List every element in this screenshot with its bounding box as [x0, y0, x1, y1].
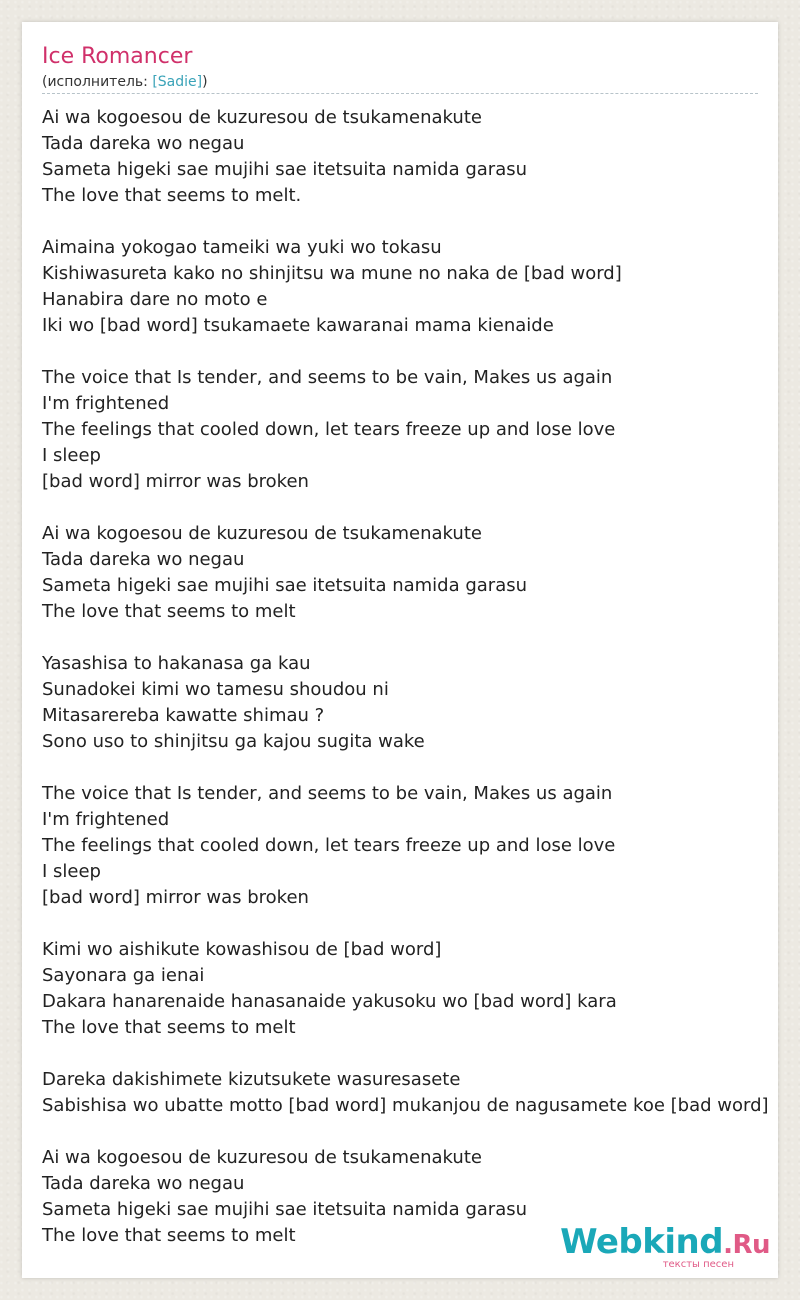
song-title: Ice Romancer	[42, 44, 193, 69]
lyric-line: Sunadokei kimi wo tamesu shoudou ni	[42, 679, 389, 700]
lyric-line: Iki wo [bad word] tsukamaete kawaranai mama kienaide	[42, 315, 554, 336]
lyric-line: The love that seems to melt	[42, 1225, 296, 1246]
lyric-line: Dakara hanarenaide hanasanaide yakusoku wo [bad word] kara	[42, 991, 617, 1012]
lyric-line: Tada dareka wo negau	[42, 549, 245, 570]
lyric-line: The love that seems to melt.	[42, 185, 302, 206]
lyric-line: Sabishisa wo ubatte motto [bad word] mukanjou de nagusamete koe [bad word]	[42, 1095, 769, 1116]
lyric-line: I sleep	[42, 861, 101, 882]
lyric-line: [bad word] mirror was broken	[42, 887, 309, 908]
lyric-line: Sameta higeki sae mujihi sae itetsuita namida garasu	[42, 159, 528, 180]
lyric-line: Aimaina yokogao tameiki wa yuki wo tokasu	[42, 237, 442, 258]
lyric-line: Tada dareka wo negau	[42, 1173, 245, 1194]
lyric-line: Mitasarereba kawatte shimau ?	[42, 705, 325, 726]
lyric-line: The love that seems to melt	[42, 601, 296, 622]
lyric-line: The feelings that cooled down, let tears freeze up and lose love	[42, 419, 616, 440]
lyric-line: Hanabira dare no moto e	[42, 289, 268, 310]
site-logo[interactable]	[560, 1224, 770, 1270]
lyric-line: The love that seems to melt	[42, 1017, 296, 1038]
lyric-line: I sleep	[42, 445, 101, 466]
artist-suffix: )	[202, 74, 208, 90]
lyric-line: Dareka dakishimete kizutsukete wasuresasete	[42, 1069, 461, 1090]
lyrics-stanza	[42, 1067, 769, 1119]
lyric-line: Ai wa kogoesou de kuzuresou de tsukamenakute	[42, 107, 482, 128]
lyric-line: Ai wa kogoesou de kuzuresou de tsukamenakute	[42, 523, 482, 544]
lyric-line: Yasashisa to hakanasa ga kau	[42, 653, 311, 674]
title-divider	[42, 93, 758, 94]
lyric-line: I'm frightened	[42, 393, 170, 414]
lyric-line: Sayonara ga ienai	[42, 965, 205, 986]
logo-tld: .Ru	[723, 1230, 770, 1260]
logo-tagline: тексты песен	[662, 1259, 734, 1270]
lyrics-stanza	[42, 235, 762, 339]
lyric-line: I'm frightened	[42, 809, 170, 830]
lyrics-card	[22, 22, 778, 1278]
lyric-line: The voice that Is tender, and seems to be vain, Makes us again	[42, 783, 613, 804]
artist-prefix: (исполнитель:	[42, 74, 153, 90]
lyric-line: Sameta higeki sae mujihi sae itetsuita namida garasu	[42, 575, 528, 596]
logo-name: Webkind	[560, 1222, 724, 1262]
lyric-line: The voice that Is tender, and seems to be vain, Makes us again	[42, 367, 613, 388]
lyric-line: Kimi wo aishikute kowashisou de [bad word]	[42, 939, 442, 960]
lyrics-stanza	[42, 365, 762, 495]
lyrics-stanza	[42, 105, 762, 209]
logo-wordmark	[560, 1224, 770, 1263]
lyric-line: Sono uso to shinjitsu ga kajou sugita wake	[42, 731, 425, 752]
lyric-line: Sameta higeki sae mujihi sae itetsuita namida garasu	[42, 1199, 528, 1220]
lyrics-body	[42, 105, 769, 1275]
lyric-line: Kishiwasureta kako no shinjitsu wa mune no naka de [bad word]	[42, 263, 622, 284]
lyric-line: Ai wa kogoesou de kuzuresou de tsukamenakute	[42, 1147, 482, 1168]
lyrics-stanza	[42, 651, 762, 755]
artist-line	[42, 73, 208, 91]
artist-link[interactable]: [Sadie]	[152, 74, 203, 90]
lyric-line: The feelings that cooled down, let tears freeze up and lose love	[42, 835, 616, 856]
lyric-line: [bad word] mirror was broken	[42, 471, 309, 492]
lyric-line: Tada dareka wo negau	[42, 133, 245, 154]
lyrics-stanza	[42, 521, 762, 625]
lyrics-stanza	[42, 781, 762, 911]
lyrics-stanza	[42, 937, 762, 1041]
